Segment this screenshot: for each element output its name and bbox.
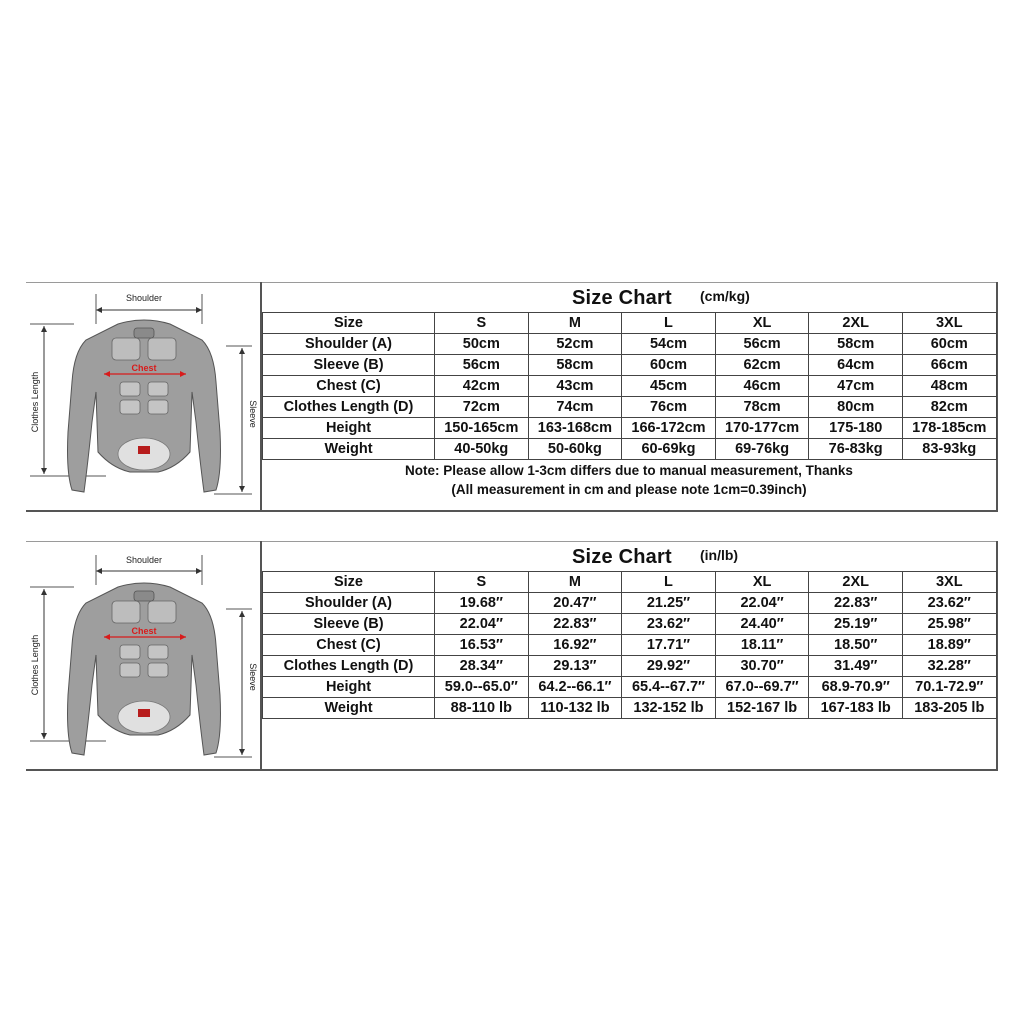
header-cell: L — [622, 313, 716, 334]
size-chart-cm-block — [26, 282, 998, 512]
measurement-note — [262, 461, 996, 499]
table-cell: 69-76kg — [715, 439, 809, 460]
table-cell: 29.92″ — [622, 656, 716, 677]
row-label: Weight — [263, 698, 435, 719]
table-row — [263, 397, 997, 418]
row-label: Shoulder (A) — [263, 593, 435, 614]
title-row-in — [262, 541, 996, 571]
header-cell: M — [528, 313, 622, 334]
header-cell: 2XL — [809, 572, 903, 593]
table-cell: 72cm — [435, 397, 529, 418]
size-table-cm — [262, 312, 997, 460]
header-cell: M — [528, 572, 622, 593]
table-cell: 175-180 — [809, 418, 903, 439]
header-cell: Size — [263, 572, 435, 593]
table-header-row — [263, 313, 997, 334]
sleeve-label: Sleeve — [248, 400, 258, 428]
size-table-in — [262, 571, 997, 719]
table-cell: 67.0--69.7″ — [715, 677, 809, 698]
clothes-length-label: Clothes Length — [30, 371, 40, 433]
jacket-illustration-svg — [26, 282, 260, 512]
row-label: Chest (C) — [263, 376, 435, 397]
title-row-cm — [262, 282, 996, 312]
table-cell: 58cm — [528, 355, 622, 376]
table-cell: 166-172cm — [622, 418, 716, 439]
table-cell: 18.50″ — [809, 635, 903, 656]
table-cell: 60cm — [622, 355, 716, 376]
table-cell: 45cm — [622, 376, 716, 397]
shoulder-label: Shoulder — [125, 555, 163, 565]
row-label: Height — [263, 418, 435, 439]
chest-label: Chest — [131, 363, 157, 373]
table-cell: 66cm — [902, 355, 996, 376]
table-cell: 20.47″ — [528, 593, 622, 614]
header-cell: Size — [263, 313, 435, 334]
header-cell: 3XL — [902, 572, 996, 593]
header-cell: 2XL — [809, 313, 903, 334]
chart-unit-cm: (cm/kg) — [700, 288, 750, 304]
table-cell: 29.13″ — [528, 656, 622, 677]
table-cell: 64cm — [809, 355, 903, 376]
table-cell: 23.62″ — [902, 593, 996, 614]
table-cell: 58cm — [809, 334, 903, 355]
table-cell: 18.89″ — [902, 635, 996, 656]
table-cell: 17.71″ — [622, 635, 716, 656]
table-cell: 56cm — [715, 334, 809, 355]
table-cell: 56cm — [435, 355, 529, 376]
table-cell: 76-83kg — [809, 439, 903, 460]
table-cell: 48cm — [902, 376, 996, 397]
table-cell: 22.83″ — [528, 614, 622, 635]
table-cell: 82cm — [902, 397, 996, 418]
table-row — [263, 656, 997, 677]
table-cell: 47cm — [809, 376, 903, 397]
row-label: Clothes Length (D) — [263, 656, 435, 677]
table-cell: 31.49″ — [809, 656, 903, 677]
header-cell: XL — [715, 572, 809, 593]
table-cell: 25.98″ — [902, 614, 996, 635]
table-cell: 170-177cm — [715, 418, 809, 439]
table-row — [263, 677, 997, 698]
sleeve-label: Sleeve — [248, 663, 258, 691]
table-row — [263, 635, 997, 656]
table-cell: 18.11″ — [715, 635, 809, 656]
table-cell: 16.92″ — [528, 635, 622, 656]
table-cell: 163-168cm — [528, 418, 622, 439]
table-cell: 62cm — [715, 355, 809, 376]
table-cell: 83-93kg — [902, 439, 996, 460]
row-label: Clothes Length (D) — [263, 397, 435, 418]
table-cell: 50-60kg — [528, 439, 622, 460]
table-cell: 23.62″ — [622, 614, 716, 635]
clothes-length-label: Clothes Length — [30, 634, 40, 696]
size-table-area-cm — [262, 282, 996, 510]
table-cell: 21.25″ — [622, 593, 716, 614]
table-cell: 40-50kg — [435, 439, 529, 460]
chart-title-cm: Size Chart — [572, 287, 672, 309]
chest-label: Chest — [131, 626, 157, 636]
table-cell: 50cm — [435, 334, 529, 355]
table-cell: 183-205 lb — [902, 698, 996, 719]
row-label: Sleeve (B) — [263, 614, 435, 635]
table-cell: 60cm — [902, 334, 996, 355]
jacket-measurement-illustration — [26, 541, 260, 771]
table-cell: 88-110 lb — [435, 698, 529, 719]
table-cell: 22.04″ — [715, 593, 809, 614]
shoulder-label: Shoulder — [125, 293, 163, 303]
table-cell: 80cm — [809, 397, 903, 418]
table-row — [263, 355, 997, 376]
jacket-illustration-svg — [26, 541, 260, 771]
table-cell: 42cm — [435, 376, 529, 397]
table-cell: 25.19″ — [809, 614, 903, 635]
note-line-1: Note: Please allow 1-3cm differs due to manual measurement, Thanks — [405, 463, 853, 478]
table-cell: 152-167 lb — [715, 698, 809, 719]
chart-unit-in: (in/lb) — [700, 547, 739, 563]
table-cell: 16.53″ — [435, 635, 529, 656]
table-cell: 22.04″ — [435, 614, 529, 635]
table-cell: 76cm — [622, 397, 716, 418]
row-label: Sleeve (B) — [263, 355, 435, 376]
table-cell: 65.4--67.7″ — [622, 677, 716, 698]
table-cell: 19.68″ — [435, 593, 529, 614]
table-row — [263, 698, 997, 719]
table-cell: 60-69kg — [622, 439, 716, 460]
table-cell: 22.83″ — [809, 593, 903, 614]
table-cell: 46cm — [715, 376, 809, 397]
table-cell: 52cm — [528, 334, 622, 355]
table-cell: 150-165cm — [435, 418, 529, 439]
table-row — [263, 614, 997, 635]
note-line-2: (All measurement in cm and please note 1cm=0.39inch) — [451, 482, 807, 497]
chart-title-in: Size Chart — [572, 546, 672, 568]
table-cell: 178-185cm — [902, 418, 996, 439]
table-cell: 68.9-70.9″ — [809, 677, 903, 698]
header-cell: 3XL — [902, 313, 996, 334]
table-cell: 43cm — [528, 376, 622, 397]
size-chart-in-block — [26, 541, 998, 771]
table-cell: 28.34″ — [435, 656, 529, 677]
table-row — [263, 418, 997, 439]
table-cell: 167-183 lb — [809, 698, 903, 719]
table-row — [263, 376, 997, 397]
table-header-row — [263, 572, 997, 593]
table-cell: 74cm — [528, 397, 622, 418]
row-label: Height — [263, 677, 435, 698]
table-cell: 110-132 lb — [528, 698, 622, 719]
row-label: Shoulder (A) — [263, 334, 435, 355]
header-cell: L — [622, 572, 716, 593]
table-cell: 132-152 lb — [622, 698, 716, 719]
table-row — [263, 439, 997, 460]
table-cell: 59.0--65.0″ — [435, 677, 529, 698]
table-cell: 54cm — [622, 334, 716, 355]
table-cell: 32.28″ — [902, 656, 996, 677]
row-label: Chest (C) — [263, 635, 435, 656]
table-cell: 30.70″ — [715, 656, 809, 677]
table-cell: 70.1-72.9″ — [902, 677, 996, 698]
table-row — [263, 334, 997, 355]
header-cell: S — [435, 313, 529, 334]
header-cell: S — [435, 572, 529, 593]
table-cell: 78cm — [715, 397, 809, 418]
size-table-area-in — [262, 541, 996, 769]
row-label: Weight — [263, 439, 435, 460]
jacket-measurement-illustration — [26, 282, 260, 512]
table-row — [263, 593, 997, 614]
table-cell: 64.2--66.1″ — [528, 677, 622, 698]
table-cell: 24.40″ — [715, 614, 809, 635]
header-cell: XL — [715, 313, 809, 334]
